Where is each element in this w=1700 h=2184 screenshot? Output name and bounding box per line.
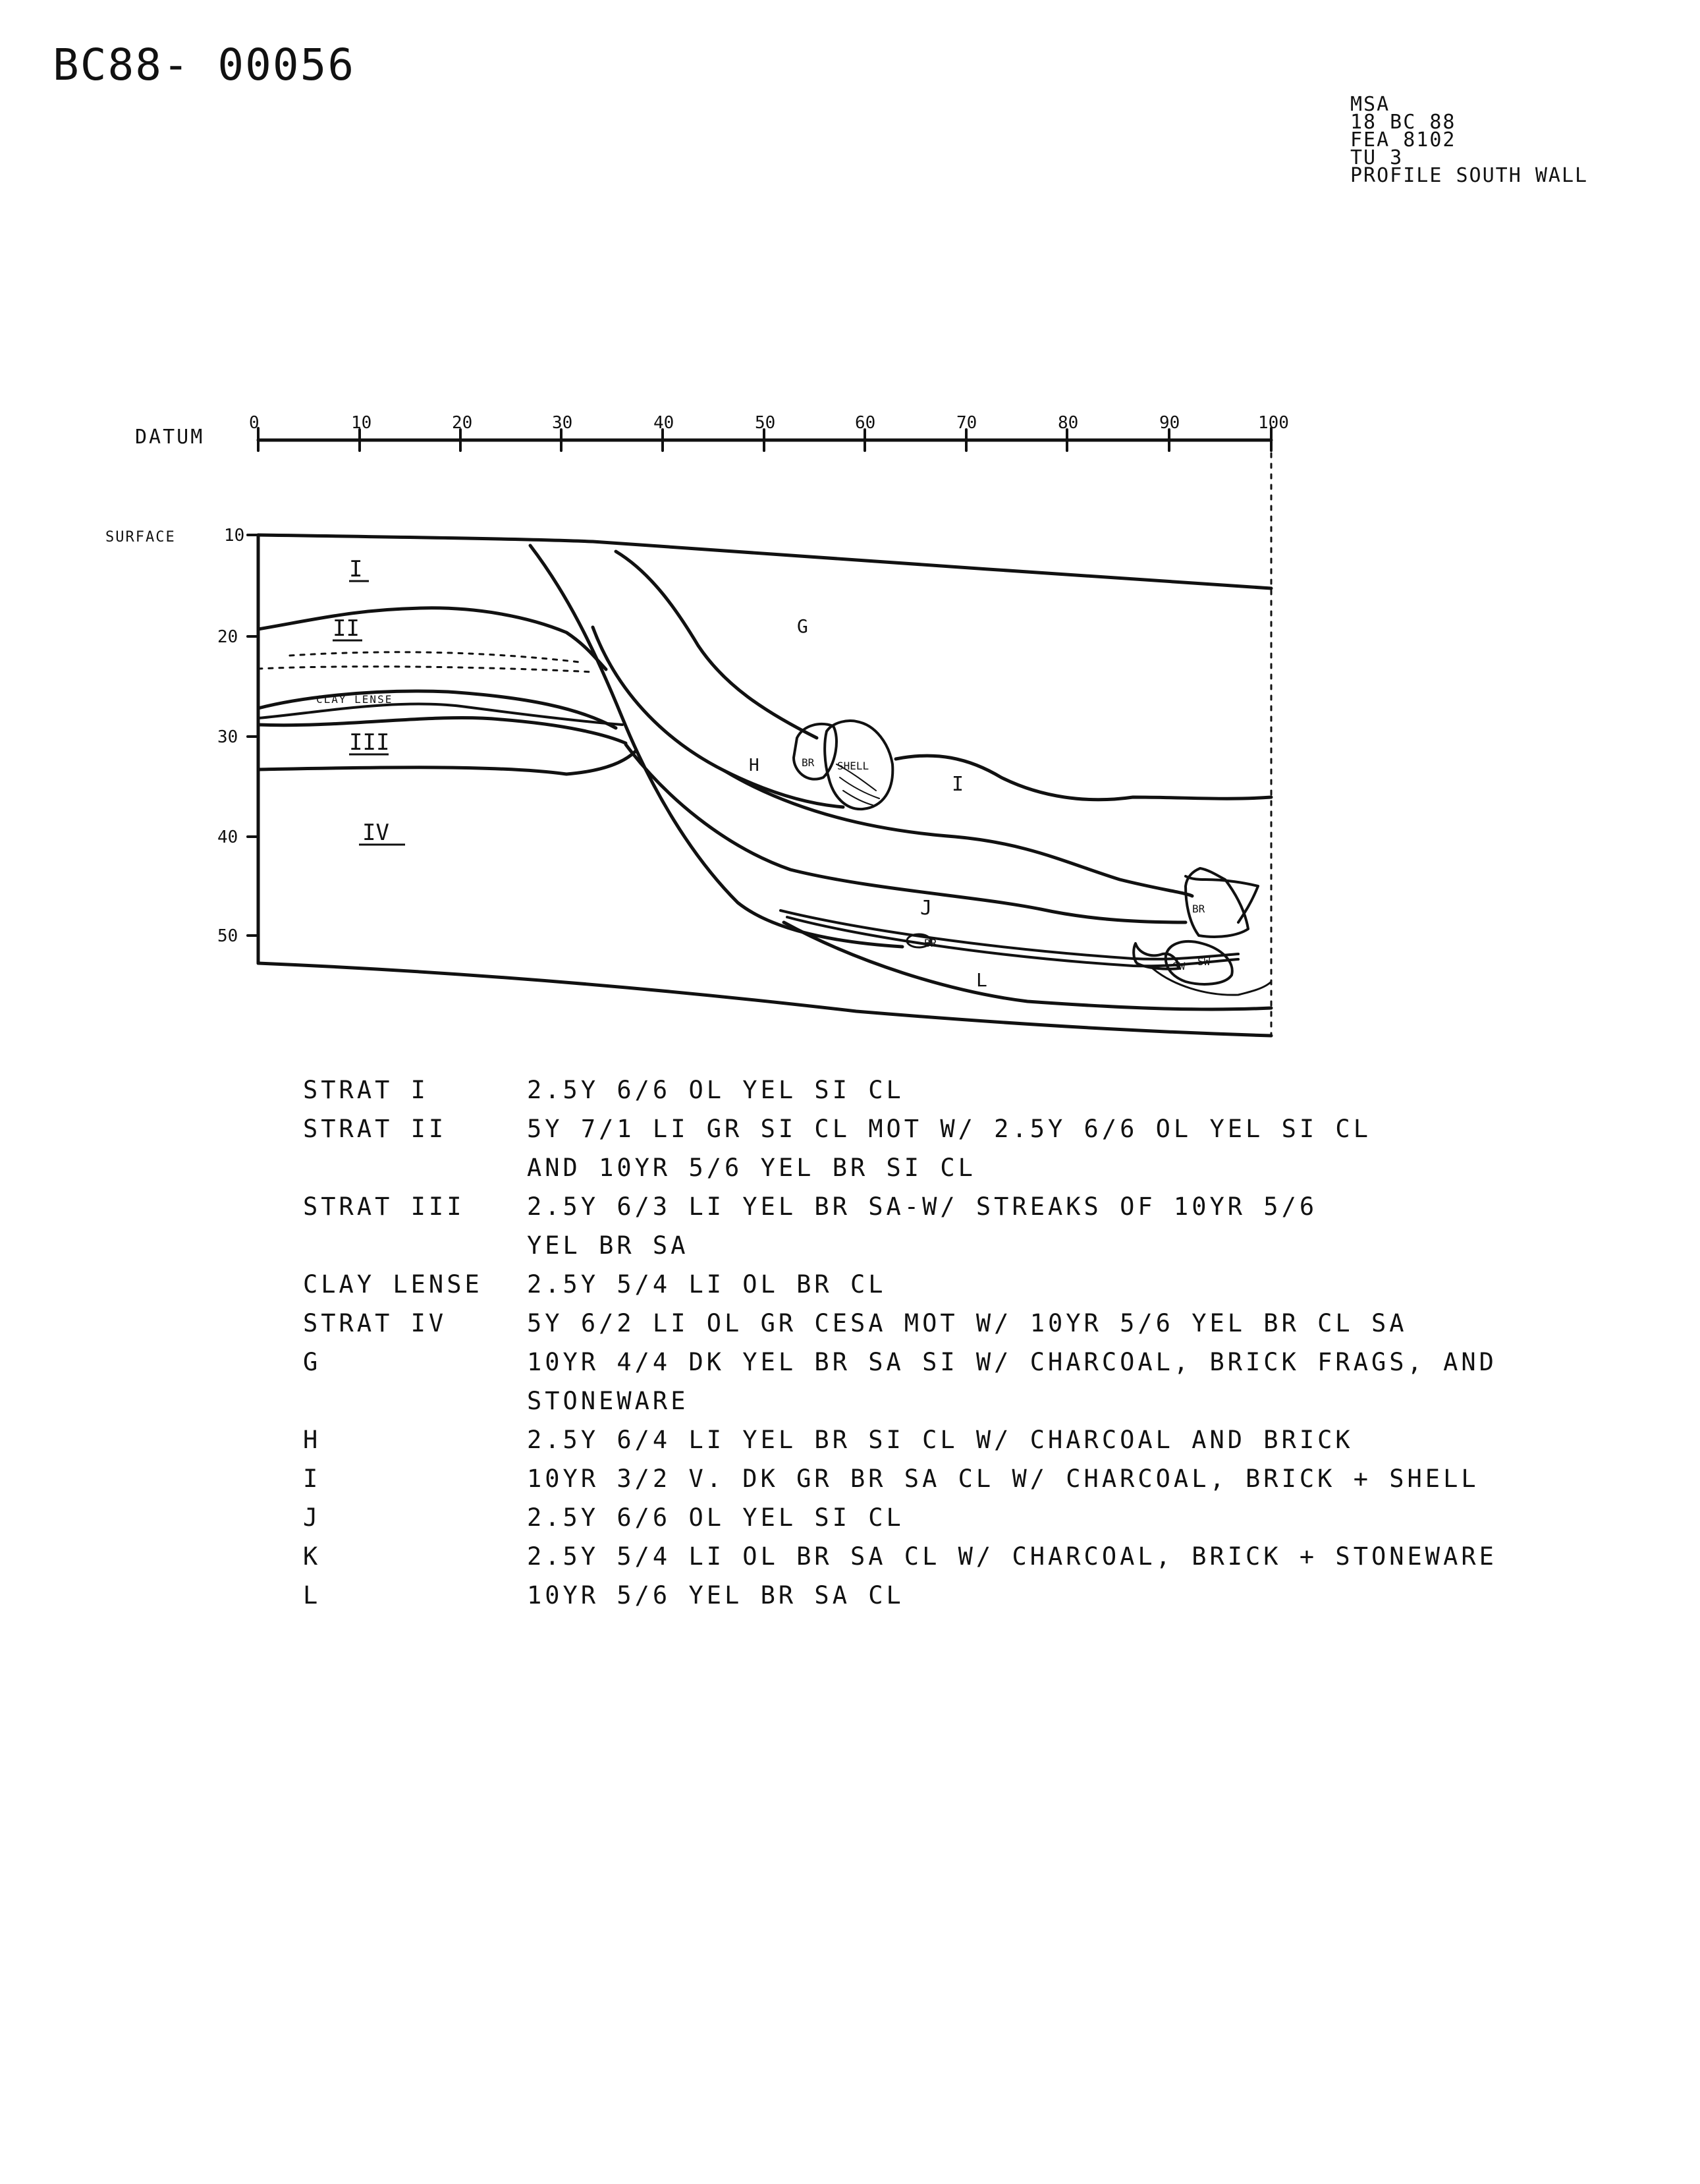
inclusion-label: BR: [924, 937, 937, 949]
legend-description: 2.5Y 6/4 LI YEL BR SI CL W/ CHARCOAL AND BRICK: [527, 1426, 1354, 1454]
dotted-lens-line: [258, 667, 593, 672]
depth-tick-label: 10: [224, 526, 245, 546]
dotted-lens-line: [290, 652, 580, 662]
legend-description: 10YR 4/4 DK YEL BR SA SI W/ CHARCOAL, BRICK FRAGS, AND: [527, 1348, 1497, 1376]
scale-tick-label: 10: [351, 413, 372, 433]
cut-line-g-h: [616, 551, 817, 738]
legend-row: [303, 1537, 1497, 1576]
depth-tick-label: 20: [217, 627, 238, 647]
legend-key: L: [303, 1581, 321, 1610]
legend-row-continued: [303, 1226, 1497, 1265]
legend-description: 10YR 5/6 YEL BR SA CL: [527, 1581, 904, 1610]
legend-description: STONEWARE: [527, 1387, 689, 1415]
legend-description: YEL BR SA: [527, 1231, 689, 1260]
header-line: TU 3: [1350, 146, 1404, 169]
inclusion-label: BR: [1192, 903, 1205, 915]
scale-tick-label: 30: [552, 413, 573, 433]
legend-description: 5Y 7/1 LI GR SI CL MOT W/ 2.5Y 6/6 OL YEL SI CL: [527, 1115, 1371, 1143]
strat-2-clay-boundary: [258, 691, 616, 728]
legend-key: CLAY LENSE: [303, 1270, 483, 1299]
strat-label: III: [349, 729, 390, 756]
header-line: PROFILE SOUTH WALL: [1350, 164, 1589, 187]
scale-tick-label: 80: [1058, 413, 1079, 433]
depth-tick-label: 40: [217, 827, 238, 847]
header-line: FEA 8102: [1350, 128, 1456, 152]
feature-label: G: [797, 615, 808, 637]
clay-lense-lower: [258, 704, 622, 725]
datum-label: DATUM: [135, 426, 205, 449]
inclusion-label: SW: [1197, 955, 1211, 968]
document-id: BC88- 00056: [53, 40, 356, 90]
strat-label: II: [333, 615, 360, 642]
legend-row: [303, 1265, 1497, 1304]
surface-line: [258, 535, 1271, 588]
legend-description: 2.5Y 6/6 OL YEL SI CL: [527, 1503, 904, 1532]
legend-description: AND 10YR 5/6 YEL BR SI CL: [527, 1154, 976, 1182]
scale-tick-label: 100: [1258, 413, 1289, 433]
surface-label: SURFACE: [105, 529, 176, 546]
scale-tick-label: 60: [855, 413, 876, 433]
legend-description: 2.5Y 5/4 LI OL BR CL: [527, 1270, 887, 1299]
header-line: MSA: [1350, 93, 1390, 116]
depth-tick-label: 30: [217, 727, 238, 747]
legend-row: [303, 1071, 1497, 1109]
legend-description: 10YR 3/2 V. DK GR BR SA CL W/ CHARCOAL, BRICK + SHELL: [527, 1465, 1479, 1493]
cut-line-left: [530, 546, 902, 947]
clay-lense-label: CLAY LENSE: [316, 693, 393, 706]
legend-row-continued: [303, 1382, 1497, 1420]
legend-row: [303, 1187, 1497, 1226]
scale-tick-label: 50: [755, 413, 776, 433]
strat-label: I: [349, 556, 363, 582]
inclusion-label: BR: [802, 756, 815, 769]
legend-row-continued: [303, 1148, 1497, 1187]
legend-key: STRAT III: [303, 1192, 465, 1221]
depth-tick-label: 50: [217, 926, 238, 946]
legend-row: [303, 1498, 1497, 1537]
legend-row: [303, 1459, 1497, 1498]
feature-label: J: [920, 897, 933, 920]
strat-4-bottom: [258, 963, 1271, 1036]
strat-3-4-boundary: [258, 751, 636, 774]
brick-inclusion: [794, 724, 836, 779]
legend-key: STRAT I: [303, 1076, 429, 1104]
strat-label: IV: [362, 820, 389, 846]
legend-row: [303, 1420, 1497, 1459]
legend-row: [303, 1343, 1497, 1382]
scale-tick-label: 20: [452, 413, 473, 433]
scale-tick-label: 70: [956, 413, 977, 433]
legend-key: K: [303, 1542, 321, 1571]
legend-row: [303, 1109, 1497, 1148]
scale-tick-label: 40: [653, 413, 674, 433]
brick-inclusion: [1186, 876, 1258, 922]
legend-description: 5Y 6/2 LI OL GR CESA MOT W/ 10YR 5/6 YEL BR CL SA: [527, 1309, 1408, 1337]
cut-line-h-i: [593, 627, 843, 807]
strat-3-top: [258, 717, 626, 743]
legend-key: G: [303, 1348, 321, 1376]
legend-key: H: [303, 1426, 321, 1454]
legend-row: [303, 1304, 1497, 1343]
inclusion-label: SW: [1172, 960, 1186, 972]
legend-key: STRAT IV: [303, 1309, 447, 1337]
legend-key: J: [303, 1503, 321, 1532]
scale-tick-label: 90: [1159, 413, 1180, 433]
j-lower-boundary: [626, 744, 1186, 922]
feature-label: H: [749, 756, 759, 775]
feature-label: I: [952, 773, 964, 796]
legend: [303, 1071, 1497, 1615]
inclusion-label: SHELL: [837, 760, 869, 772]
feature-label: L: [976, 969, 987, 991]
legend-key: I: [303, 1465, 321, 1493]
profile-drawing: [0, 0, 1700, 1067]
legend-description: 2.5Y 6/3 LI YEL BR SA-W/ STREAKS OF 10YR 5/6: [527, 1192, 1318, 1221]
legend-description: 2.5Y 5/4 LI OL BR SA CL W/ CHARCOAL, BRICK + STONEWARE: [527, 1542, 1497, 1571]
legend-key: STRAT II: [303, 1115, 447, 1143]
scale-tick-label: 0: [249, 413, 260, 433]
legend-row: [303, 1576, 1497, 1615]
legend-description: 2.5Y 6/6 OL YEL SI CL: [527, 1076, 904, 1104]
header-line: 18 BC 88: [1350, 111, 1456, 134]
